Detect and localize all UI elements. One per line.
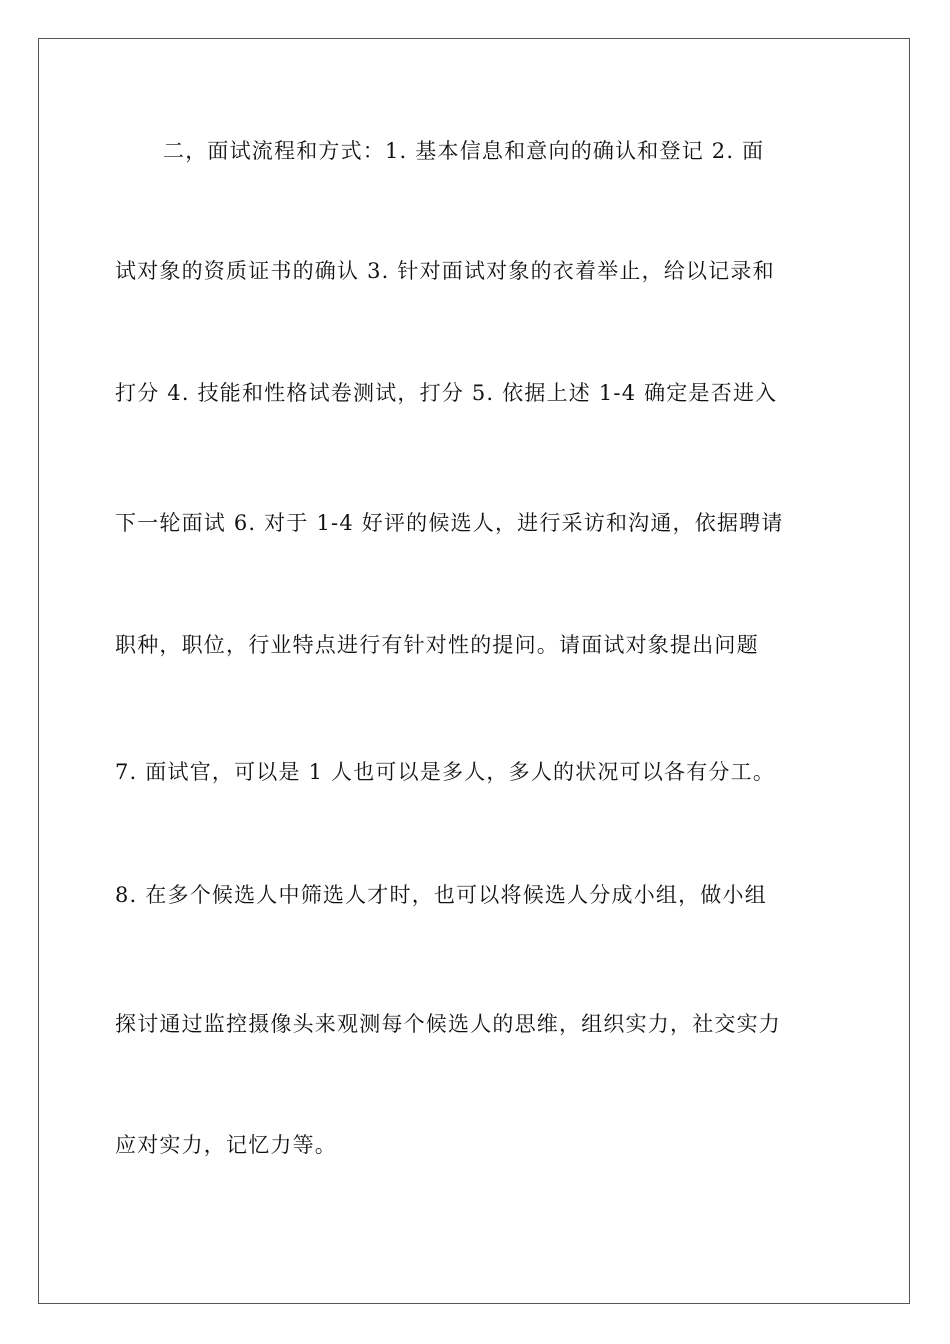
paragraph-line-6: 7. 面试官，可以是 1 人也可以是多人，多人的状况可以各有分工。 xyxy=(115,760,776,784)
paragraph-line-8: 探讨通过监控摄像头来观测每个候选人的思维，组织实力，社交实力 xyxy=(115,1012,781,1036)
page-frame xyxy=(38,38,910,1304)
paragraph-line-4: 下一轮面试 6. 对于 1-4 好评的候选人，进行采访和沟通，依据聘请 xyxy=(115,511,784,535)
paragraph-line-3: 打分 4. 技能和性格试卷测试，打分 5. 依据上述 1-4 确定是否进入 xyxy=(115,381,778,405)
paragraph-line-9: 应对实力，记忆力等。 xyxy=(115,1133,337,1157)
paragraph-line-5: 职种，职位，行业特点进行有针对性的提问。请面试对象提出问题 xyxy=(115,633,759,657)
paragraph-line-7: 8. 在多个候选人中筛选人才时，也可以将候选人分成小组，做小组 xyxy=(115,883,767,907)
paragraph-line-1: 二，面试流程和方式：1. 基本信息和意向的确认和登记 2. 面 xyxy=(163,139,765,163)
paragraph-line-2: 试对象的资质证书的确认 3. 针对面试对象的衣着举止，给以记录和 xyxy=(115,259,775,283)
